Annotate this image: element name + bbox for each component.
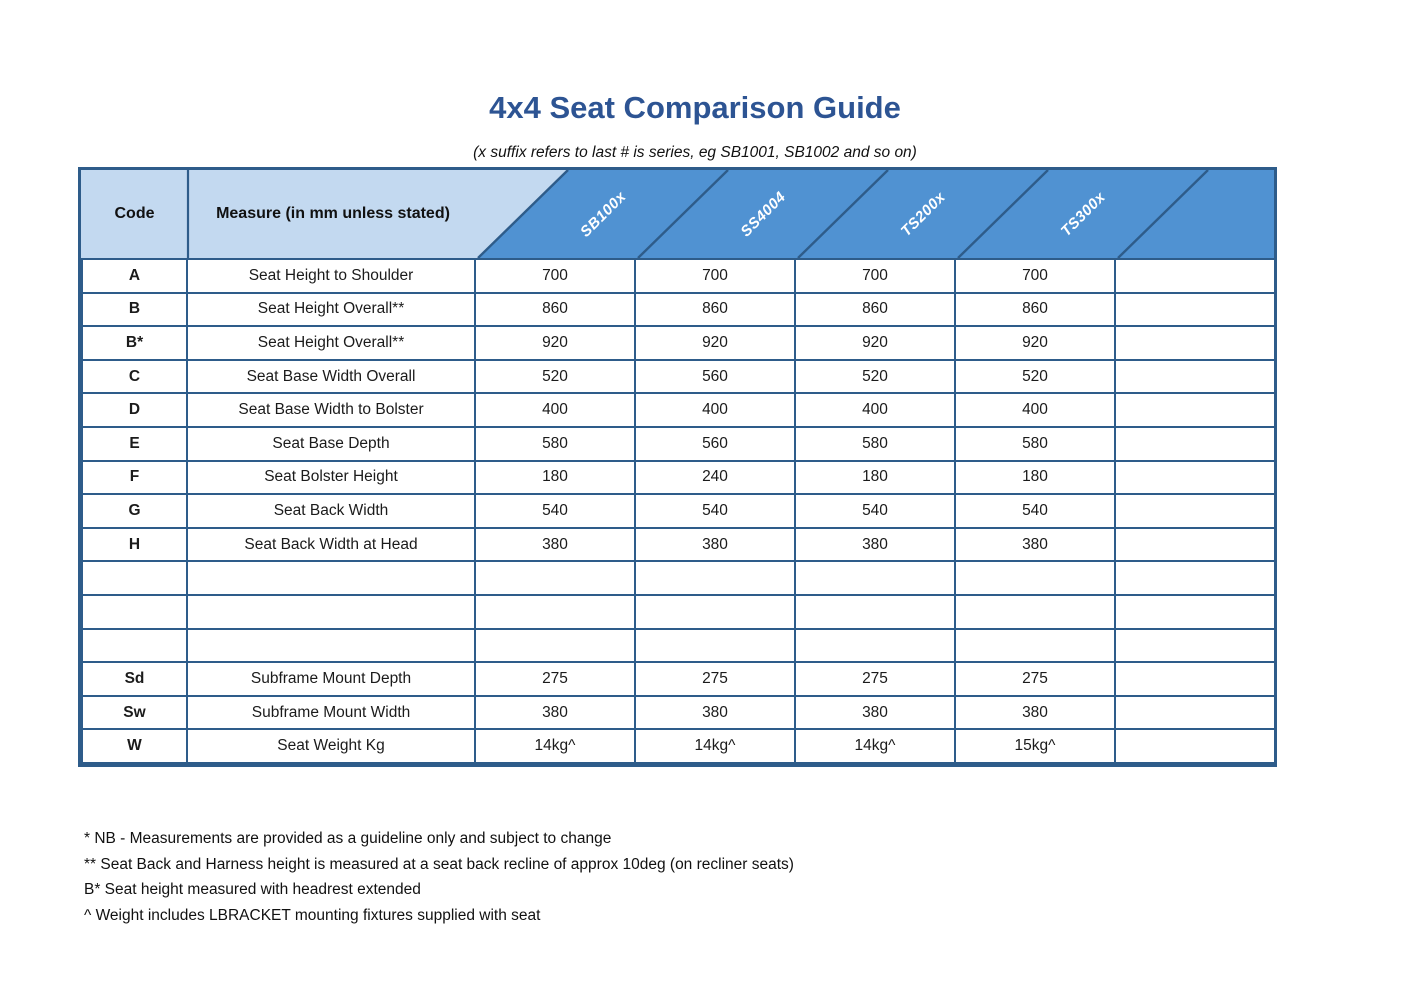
cell-value: 920 bbox=[955, 326, 1115, 360]
cell-value: 920 bbox=[475, 326, 635, 360]
table-row bbox=[82, 595, 1275, 629]
cell-value bbox=[955, 629, 1115, 663]
cell-measure: Seat Back Width at Head bbox=[187, 528, 475, 562]
cell-value bbox=[795, 595, 955, 629]
cell-code: Sd bbox=[82, 662, 187, 696]
cell-value bbox=[955, 595, 1115, 629]
cell-value: 520 bbox=[475, 360, 635, 394]
cell-value bbox=[1115, 696, 1275, 730]
cell-code bbox=[82, 561, 187, 595]
cell-value bbox=[1115, 259, 1275, 293]
cell-measure: Seat Height to Shoulder bbox=[187, 259, 475, 293]
cell-value: 380 bbox=[635, 696, 795, 730]
cell-code bbox=[82, 629, 187, 663]
cell-value bbox=[795, 561, 955, 595]
table-row bbox=[82, 528, 1275, 562]
title-block bbox=[0, 0, 1390, 162]
cell-code bbox=[82, 595, 187, 629]
footnote: ^ Weight includes LBRACKET mounting fixtures supplied with seat bbox=[84, 906, 541, 924]
cell-measure: Subframe Mount Width bbox=[187, 696, 475, 730]
footnote: B* Seat height measured with headrest extended bbox=[84, 881, 421, 898]
cell-value bbox=[1115, 326, 1275, 360]
cell-value: 14kg^ bbox=[635, 729, 795, 763]
cell-code: G bbox=[82, 494, 187, 528]
cell-code: Sw bbox=[82, 696, 187, 730]
cell-measure: Seat Height Overall** bbox=[187, 293, 475, 327]
cell-value: 180 bbox=[475, 461, 635, 495]
cell-value: 860 bbox=[635, 293, 795, 327]
table-row bbox=[82, 427, 1275, 461]
cell-measure: Seat Bolster Height bbox=[187, 461, 475, 495]
table-row bbox=[82, 561, 1275, 595]
cell-value: 400 bbox=[475, 393, 635, 427]
cell-value: 560 bbox=[635, 427, 795, 461]
cell-value: 275 bbox=[475, 662, 635, 696]
cell-value bbox=[1115, 427, 1275, 461]
cell-value: 860 bbox=[475, 293, 635, 327]
cell-value: 275 bbox=[635, 662, 795, 696]
cell-value bbox=[1115, 461, 1275, 495]
table-row bbox=[82, 293, 1275, 327]
table-row bbox=[82, 360, 1275, 394]
table-row bbox=[82, 393, 1275, 427]
cell-value: 700 bbox=[635, 259, 795, 293]
cell-value bbox=[475, 595, 635, 629]
table-body bbox=[81, 258, 1276, 764]
table-row bbox=[82, 629, 1275, 663]
cell-measure: Seat Base Width to Bolster bbox=[187, 393, 475, 427]
page-title: 4x4 Seat Comparison Guide bbox=[489, 90, 901, 125]
cell-value bbox=[1115, 629, 1275, 663]
cell-code: B* bbox=[82, 326, 187, 360]
cell-value: 540 bbox=[475, 494, 635, 528]
cell-value: 180 bbox=[955, 461, 1115, 495]
cell-value: 540 bbox=[795, 494, 955, 528]
cell-value bbox=[1115, 561, 1275, 595]
table-row bbox=[82, 326, 1275, 360]
footnote: * NB - Measurements are provided as a guideline only and subject to change bbox=[84, 830, 612, 847]
cell-value: 580 bbox=[955, 427, 1115, 461]
cell-value: 560 bbox=[635, 360, 795, 394]
cell-code: D bbox=[82, 393, 187, 427]
cell-measure: Seat Back Width bbox=[187, 494, 475, 528]
cell-value: 860 bbox=[955, 293, 1115, 327]
cell-value: 275 bbox=[955, 662, 1115, 696]
cell-value: 180 bbox=[795, 461, 955, 495]
footnotes bbox=[84, 826, 794, 928]
cell-value: 380 bbox=[795, 696, 955, 730]
cell-value: 380 bbox=[475, 696, 635, 730]
header-series-ts300x: TS300x bbox=[1057, 188, 1109, 240]
page-subtitle: (x suffix refers to last # is series, eg SB1001, SB1002 and so on) bbox=[473, 144, 917, 161]
table-row bbox=[82, 662, 1275, 696]
cell-value bbox=[955, 561, 1115, 595]
header-series-ts200x: TS200x bbox=[897, 188, 949, 240]
cell-value: 14kg^ bbox=[795, 729, 955, 763]
cell-value: 275 bbox=[795, 662, 955, 696]
comparison-table bbox=[78, 167, 1277, 767]
cell-value: 380 bbox=[795, 528, 955, 562]
cell-value: 400 bbox=[795, 393, 955, 427]
cell-value: 380 bbox=[635, 528, 795, 562]
cell-value: 380 bbox=[475, 528, 635, 562]
cell-code: H bbox=[82, 528, 187, 562]
cell-value: 580 bbox=[795, 427, 955, 461]
cell-measure: Seat Weight Kg bbox=[187, 729, 475, 763]
header-code: Code bbox=[114, 205, 155, 222]
cell-value: 700 bbox=[795, 259, 955, 293]
cell-value bbox=[1115, 360, 1275, 394]
cell-value: 380 bbox=[955, 528, 1115, 562]
cell-value bbox=[635, 629, 795, 663]
cell-code: F bbox=[82, 461, 187, 495]
cell-value: 520 bbox=[955, 360, 1115, 394]
cell-measure bbox=[187, 561, 475, 595]
cell-value: 400 bbox=[635, 393, 795, 427]
cell-code: B bbox=[82, 293, 187, 327]
cell-value: 700 bbox=[955, 259, 1115, 293]
cell-measure: Subframe Mount Depth bbox=[187, 662, 475, 696]
cell-value bbox=[1115, 595, 1275, 629]
header-series-ss4004: SS4004 bbox=[737, 188, 789, 240]
cell-value: 920 bbox=[635, 326, 795, 360]
header-measure: Measure (in mm unless stated) bbox=[216, 205, 450, 222]
table-header bbox=[81, 170, 1274, 258]
cell-code: W bbox=[82, 729, 187, 763]
cell-code: E bbox=[82, 427, 187, 461]
table-row bbox=[82, 259, 1275, 293]
cell-value bbox=[1115, 494, 1275, 528]
cell-measure bbox=[187, 595, 475, 629]
table-row bbox=[82, 729, 1275, 763]
table-row bbox=[82, 461, 1275, 495]
cell-value: 860 bbox=[795, 293, 955, 327]
cell-code: A bbox=[82, 259, 187, 293]
cell-value bbox=[1115, 729, 1275, 763]
cell-measure: Seat Base Width Overall bbox=[187, 360, 475, 394]
cell-value: 540 bbox=[635, 494, 795, 528]
cell-value: 14kg^ bbox=[475, 729, 635, 763]
cell-code: C bbox=[82, 360, 187, 394]
cell-value bbox=[635, 561, 795, 595]
cell-value bbox=[1115, 393, 1275, 427]
table-row bbox=[82, 494, 1275, 528]
cell-value: 520 bbox=[795, 360, 955, 394]
cell-value bbox=[475, 629, 635, 663]
footnote: ** Seat Back and Harness height is measured at a seat back recline of approx 10deg (on recliner seats) bbox=[84, 855, 794, 873]
cell-value: 920 bbox=[795, 326, 955, 360]
cell-value: 15kg^ bbox=[955, 729, 1115, 763]
cell-value: 540 bbox=[955, 494, 1115, 528]
cell-value: 240 bbox=[635, 461, 795, 495]
cell-value bbox=[1115, 528, 1275, 562]
cell-value bbox=[1115, 293, 1275, 327]
cell-value bbox=[635, 595, 795, 629]
cell-value bbox=[795, 629, 955, 663]
table-row bbox=[82, 696, 1275, 730]
cell-value: 380 bbox=[955, 696, 1115, 730]
cell-value: 580 bbox=[475, 427, 635, 461]
cell-measure bbox=[187, 629, 475, 663]
header-series-sb100x: SB100x bbox=[576, 187, 630, 241]
cell-measure: Seat Height Overall** bbox=[187, 326, 475, 360]
cell-value bbox=[1115, 662, 1275, 696]
cell-value bbox=[475, 561, 635, 595]
cell-value: 400 bbox=[955, 393, 1115, 427]
cell-value: 700 bbox=[475, 259, 635, 293]
cell-measure: Seat Base Depth bbox=[187, 427, 475, 461]
